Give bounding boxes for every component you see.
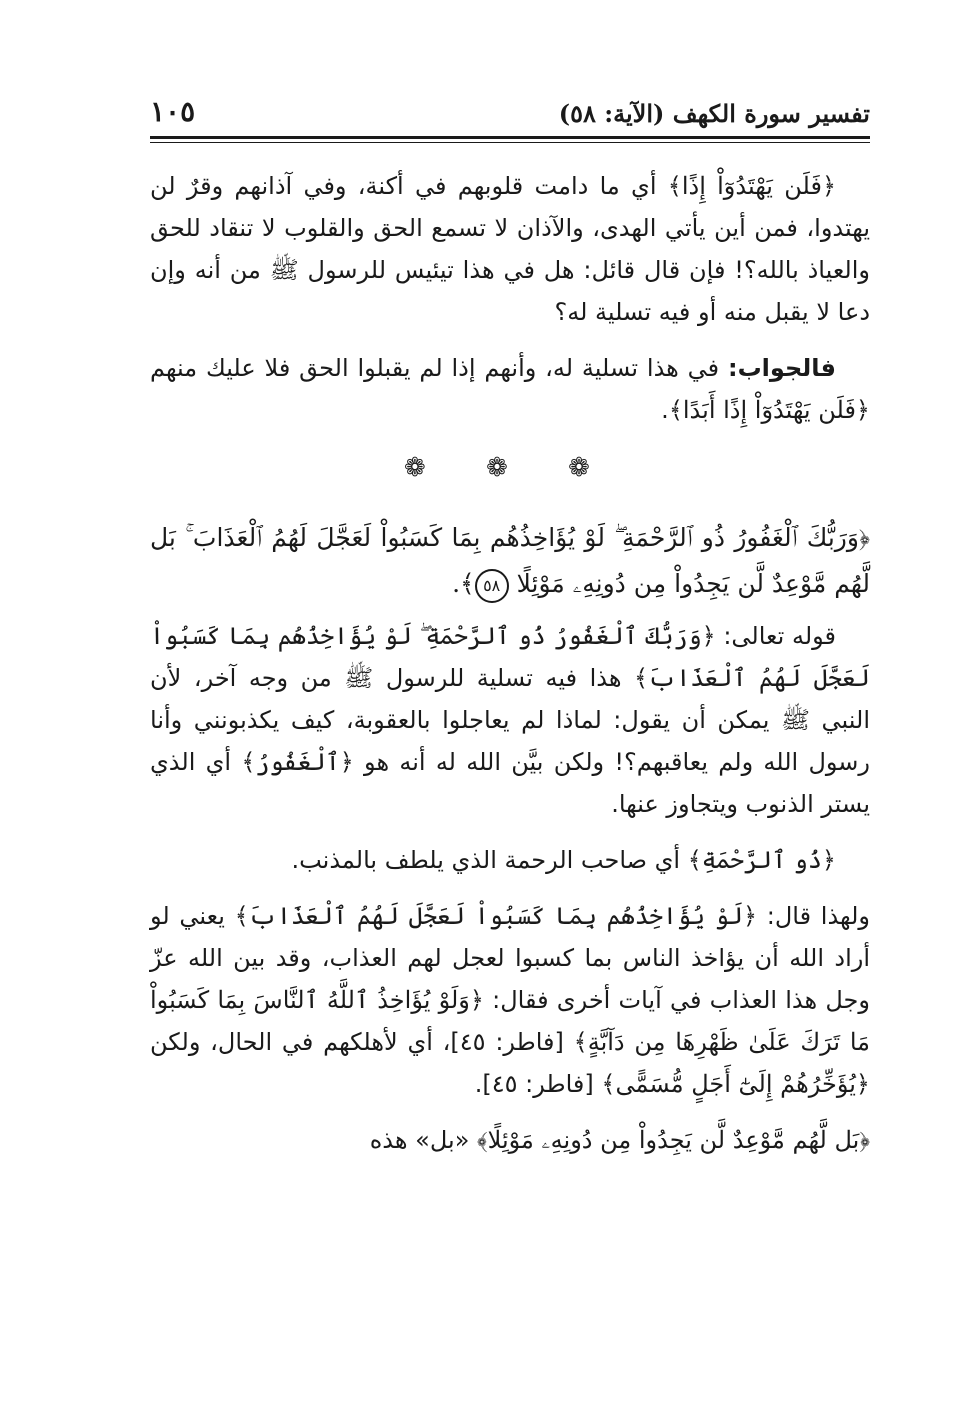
page-header xyxy=(150,80,870,128)
verse-block xyxy=(150,515,870,607)
page-number: ١٠٥ xyxy=(150,95,196,128)
quran-quote: ﴿لَوْ يُؤَاخِذُهُم بِمَا كَسَبُواْ لَعَجَّلَ لَهُمُ ٱلْعَذَابَ﴾ xyxy=(234,902,758,930)
paragraph-text: «بل» هذه xyxy=(369,1126,478,1154)
paragraph-text: أي صاحب الرحمة الذي يلطف بالمذنب. xyxy=(291,846,688,874)
paragraph-2 xyxy=(150,347,870,431)
paragraph-4 xyxy=(150,839,870,881)
header-rule-thin xyxy=(150,142,870,143)
quran-quote: ﴿يُؤَخِّرُهُمْ إِلَىٰٓ أَجَلٍ مُّسَمًّى﴾ xyxy=(601,1070,870,1098)
quran-quote: ﴿فَلَن يَهْتَدُوٓاْ إِذًا أَبَدًا﴾ xyxy=(668,396,870,424)
quran-quote: ﴿فَلَن يَهْتَدُوٓاْ إِذًا﴾ xyxy=(667,172,837,200)
paragraph-text: هذا فيه تسلية للرسول ﷺ من وجه آخر، لأن النبي ﷺ يمكن أن يقول: لماذا لم يعاجلوا بالعقوبة، كيف يكذبونني وأنا رسول الله ولم يعاقبهم؟! ولكن بيَّن الله له أنه هو xyxy=(150,664,871,776)
paragraph-text: ولهذا قال: xyxy=(757,902,871,930)
paragraph-6 xyxy=(150,1119,870,1161)
paragraph-text: في هذا تسلية له، وأنهم إذا لم يقبلوا الحق فلا عليك منهم xyxy=(150,354,728,382)
answer-lead: فالجواب: xyxy=(727,354,836,382)
verse-text: ﴿وَرَبُّكَ ٱلْغَفُورُ ذُو ٱلرَّحْمَةِ ۖ لَوْ يُؤَاخِذُهُم بِمَا كَسَبُواْ لَعَجَّلَ لَهُمُ ٱلْعَذَابَ ۚ بَل لَّهُم مَّوْعِدٌ لَّن يَجِدُواْ مِن دُونِهِۦ مَوْئِلًا xyxy=(150,523,870,598)
paragraph-text: أي الذي يستر الذنوب ويتجاوز عنها. xyxy=(150,748,870,818)
ayah-number-badge: ٥٨ xyxy=(475,569,509,603)
paragraph-text: يعني لو أراد الله أن يؤاخذ الناس بما كسبوا لعجل لهم العذاب، وقد بين الله عزّ وجل هذا العذاب في آيات أخرى فقال: xyxy=(150,902,870,1014)
quran-quote: ﴿وَرَبُّكَ ٱلْغَفُورُ ذُو ٱلرَّحْمَةِ ۖ لَوْ يُؤَاخِذُهُم بِمَا كَسَبُواْ لَعَجَّلَ لَهُمُ ٱلْعَذَابَ﴾ xyxy=(150,622,870,692)
paragraph-5 xyxy=(150,895,870,1105)
quran-quote: ﴿ذُو ٱلرَّحْمَةِ﴾ xyxy=(687,846,836,874)
paragraph-text: [فاطر: ٤٥]، أي لأهلكهم في الحال، ولكن xyxy=(150,1028,574,1056)
quran-quote: ﴿وَلَوْ يُؤَاخِذُ ٱللَّهُ ٱلنَّاسَ بِمَا كَسَبُواْ مَا تَرَكَ عَلَىٰ ظَهْرِهَا مِن دَآبَّةٍ﴾ xyxy=(150,986,871,1056)
header-rule xyxy=(150,136,870,139)
section-divider: ❁ ❁ ❁ xyxy=(404,453,616,483)
paragraph-text: قوله تعالى: xyxy=(715,622,836,650)
quran-quote: ﴿بَل لَّهُم مَّوْعِدٌ لَّن يَجِدُواْ مِن دُونِهِۦ مَوْئِلًا﴾ xyxy=(477,1126,870,1154)
paragraph-3 xyxy=(150,615,870,825)
paragraph-text: أي ما دامت قلوبهم في أكنة، وفي آذانهم وقرٌ لن يهتدوا، فمن أين يأتي الهدى، والآذان لا تسمع الحق والقلوب لا تنقاد للحق والعياذ بالله؟! فإن قال قائل: هل في هذا تيئيس للرسول ﷺ من أنه وإن دعا لا يقبل منه أو فيه تسلية له؟ xyxy=(150,172,870,326)
paragraph-1 xyxy=(150,165,870,333)
paragraph-text: . xyxy=(661,396,669,424)
verse-close: ﴾. xyxy=(452,569,475,598)
page xyxy=(150,80,870,1175)
body-text xyxy=(150,165,870,1161)
paragraph-text: [فاطر: ٤٥]. xyxy=(474,1070,602,1098)
running-head: تفسير سورة الكهف (الآية: ٥٨) xyxy=(558,99,870,128)
quran-quote: ﴿ٱلْغَفُورُ﴾ xyxy=(241,748,354,776)
